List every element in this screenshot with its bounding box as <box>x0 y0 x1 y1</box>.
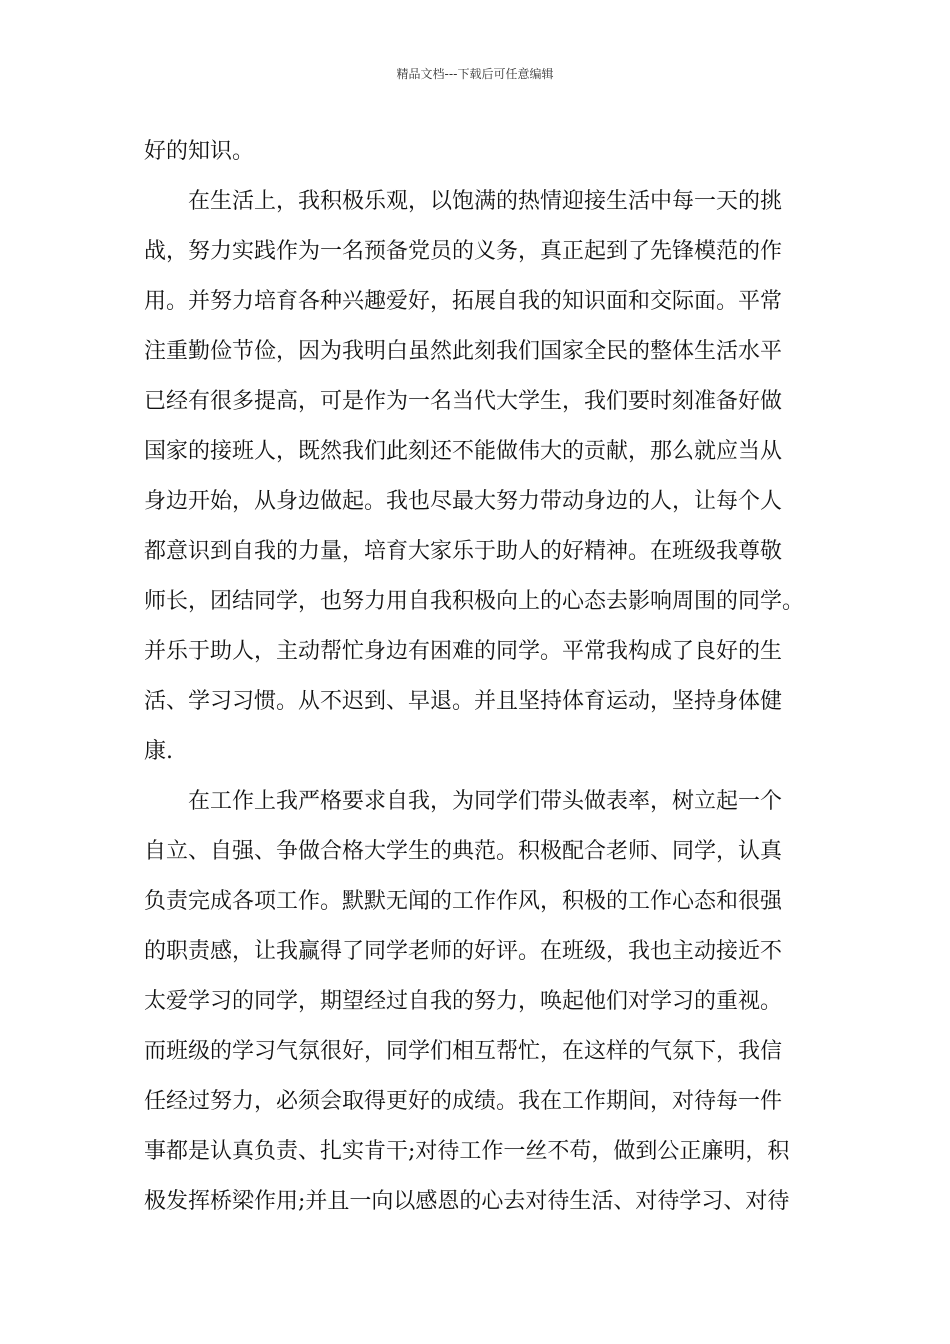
text-line: 师长，团结同学，也努力用自我积极向上的心态去影响周围的同学。 <box>144 589 805 614</box>
text-line: 并乐于助人，主动帮忙身边有困难的同学。平常我构成了良好的生 <box>144 639 783 664</box>
text-line: 事都是认真负责、扎实肯干;对待工作一丝不苟，做到公正廉明，积 <box>144 1139 790 1164</box>
paragraph-start-line: 在工作上我严格要求自我，为同学们带头做表率，树立起一个 <box>188 789 783 814</box>
text-line: 已经有很多提高，可是作为一名当代大学生，我们要时刻准备好做 <box>144 389 783 414</box>
text-line: 身边开始，从身边做起。我也尽最大努力带动身边的人，让每个人 <box>144 489 783 514</box>
text-line: 战，努力实践作为一名预备党员的义务，真正起到了先锋模范的作 <box>144 239 783 264</box>
paragraph-start-line: 在生活上，我积极乐观，以饱满的热情迎接生活中每一天的挑 <box>188 189 783 214</box>
text-line: 康. <box>144 739 173 764</box>
text-line: 都意识到自我的力量，培育大家乐于助人的好精神。在班级我尊敬 <box>144 539 783 564</box>
text-line: 的职责感，让我赢得了同学老师的好评。在班级，我也主动接近不 <box>144 939 783 964</box>
text-line: 好的知识。 <box>144 139 255 164</box>
document-body <box>144 127 810 1227</box>
text-line: 自立、自强、争做合格大学生的典范。积极配合老师、同学，认真 <box>144 839 783 864</box>
page-header: 精品文档---下载后可任意编辑 <box>396 67 554 81</box>
text-line: 太爱学习的同学，期望经过自我的努力，唤起他们对学习的重视。 <box>144 989 783 1014</box>
text-line: 注重勤俭节俭，因为我明白虽然此刻我们国家全民的整体生活水平 <box>144 339 783 364</box>
text-line: 国家的接班人，既然我们此刻还不能做伟大的贡献，那么就应当从 <box>144 439 783 464</box>
text-line: 活、学习习惯。从不迟到、早退。并且坚持体育运动，坚持身体健 <box>144 689 783 714</box>
text-line: 而班级的学习气氛很好，同学们相互帮忙，在这样的气氛下，我信 <box>144 1039 783 1064</box>
text-line: 负责完成各项工作。默默无闻的工作作风，积极的工作心态和很强 <box>144 889 783 914</box>
text-line: 用。并努力培育各种兴趣爱好，拓展自我的知识面和交际面。平常 <box>144 289 783 314</box>
text-line: 任经过努力，必须会取得更好的成绩。我在工作期间，对待每一件 <box>144 1089 783 1114</box>
text-line: 极发挥桥梁作用;并且一向以感恩的心去对待生活、对待学习、对待 <box>144 1189 790 1214</box>
